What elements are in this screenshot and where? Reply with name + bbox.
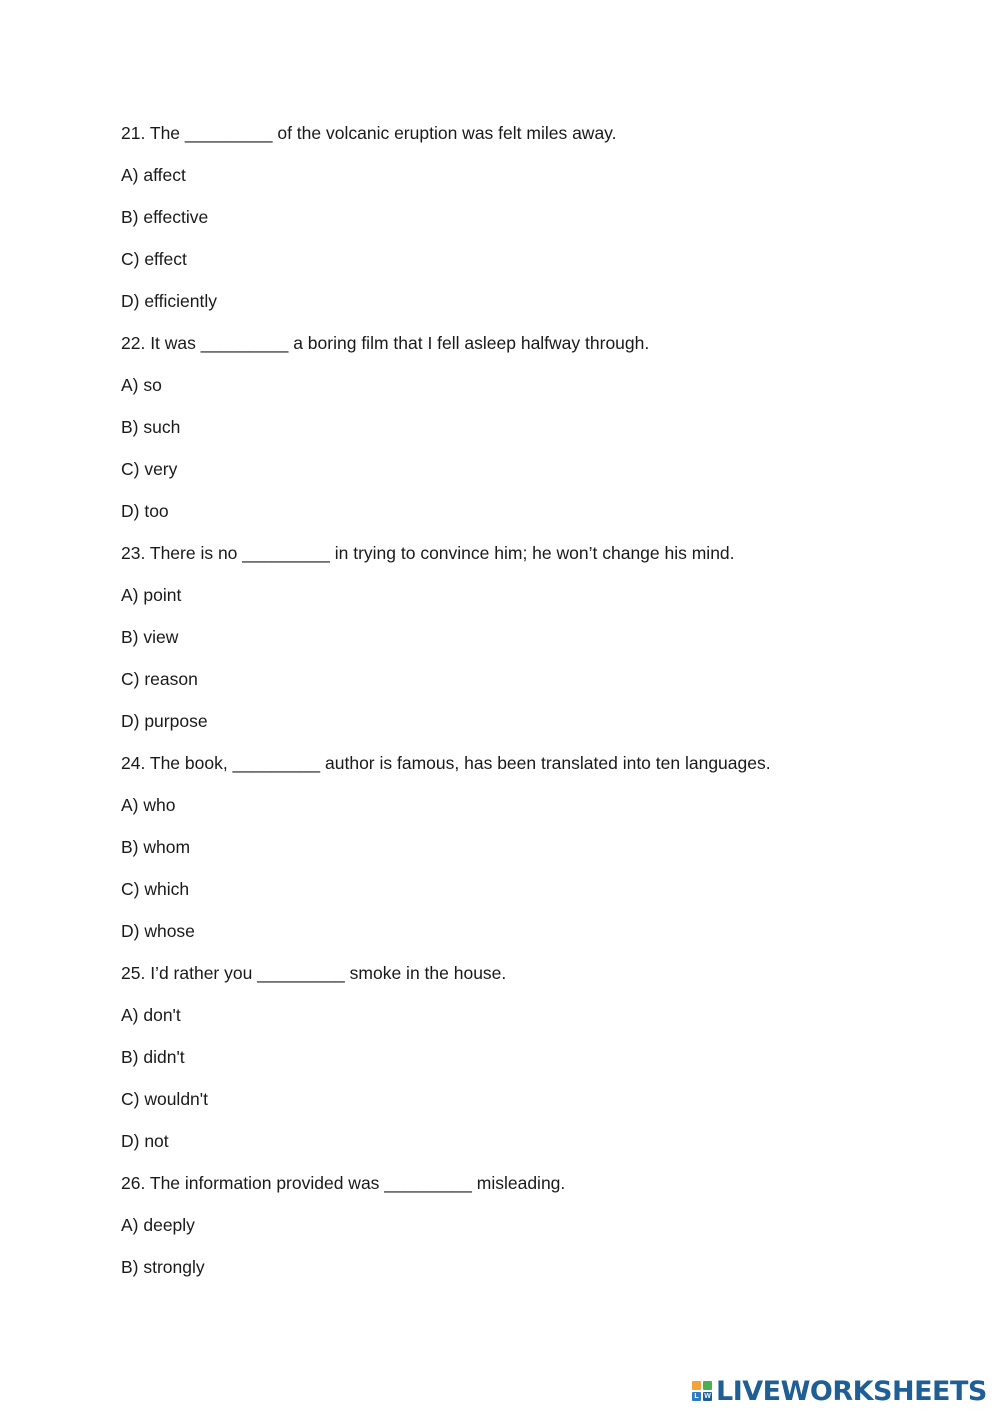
answer-option-a: A) affect — [121, 165, 186, 185]
question-25 — [121, 960, 941, 1170]
question-24 — [121, 750, 941, 960]
question-stem: 25. I’d rather you _________ smoke in the house. — [121, 963, 507, 983]
answer-option-a: A) point — [121, 585, 182, 605]
answer-option-d: D) whose — [121, 921, 195, 941]
answer-option-b: B) strongly — [121, 1257, 205, 1277]
answer-option-a: A) deeply — [121, 1215, 195, 1235]
liveworksheets-logo-icon — [692, 1381, 712, 1401]
answer-option-c: C) very — [121, 459, 178, 479]
answer-option-d: D) too — [121, 501, 169, 521]
question-22 — [121, 330, 941, 540]
answer-option-a: A) who — [121, 795, 176, 815]
answer-option-c: C) effect — [121, 249, 187, 269]
logo-icon-tile — [692, 1381, 701, 1390]
answer-option-b: B) view — [121, 627, 179, 647]
answer-option-d: D) purpose — [121, 711, 208, 731]
liveworksheets-logo — [692, 1374, 987, 1408]
question-21 — [121, 120, 941, 330]
worksheet-page — [121, 120, 941, 1296]
answer-option-c: C) which — [121, 879, 190, 899]
question-stem: 24. The book, _________ author is famous, has been translated into ten languages. — [121, 753, 771, 773]
logo-icon-tile: L — [692, 1392, 701, 1401]
answer-option-c: C) wouldn't — [121, 1089, 208, 1109]
answer-option-b: B) whom — [121, 837, 191, 857]
logo-icon-tile — [703, 1381, 712, 1390]
question-stem: 22. It was _________ a boring film that I fell asleep halfway through. — [121, 333, 650, 353]
answer-option-d: D) not — [121, 1131, 169, 1151]
answer-option-d: D) efficiently — [121, 291, 217, 311]
answer-option-c: C) reason — [121, 669, 198, 689]
question-stem: 26. The information provided was _________ misleading. — [121, 1173, 566, 1193]
answer-option-a: A) don't — [121, 1005, 181, 1025]
question-stem: 23. There is no _________ in trying to convince him; he won’t change his mind. — [121, 543, 735, 563]
logo-icon-tile: W — [704, 1393, 711, 1400]
question-stem: 21. The _________ of the volcanic eruption was felt miles away. — [121, 123, 617, 143]
answer-option-a: A) so — [121, 375, 162, 395]
answer-option-b: B) didn't — [121, 1047, 185, 1067]
answer-option-b: B) effective — [121, 207, 209, 227]
logo-text: LIVEWORKSHEETS — [716, 1375, 987, 1407]
answer-option-b: B) such — [121, 417, 181, 437]
question-26 — [121, 1170, 941, 1296]
question-23 — [121, 540, 941, 750]
